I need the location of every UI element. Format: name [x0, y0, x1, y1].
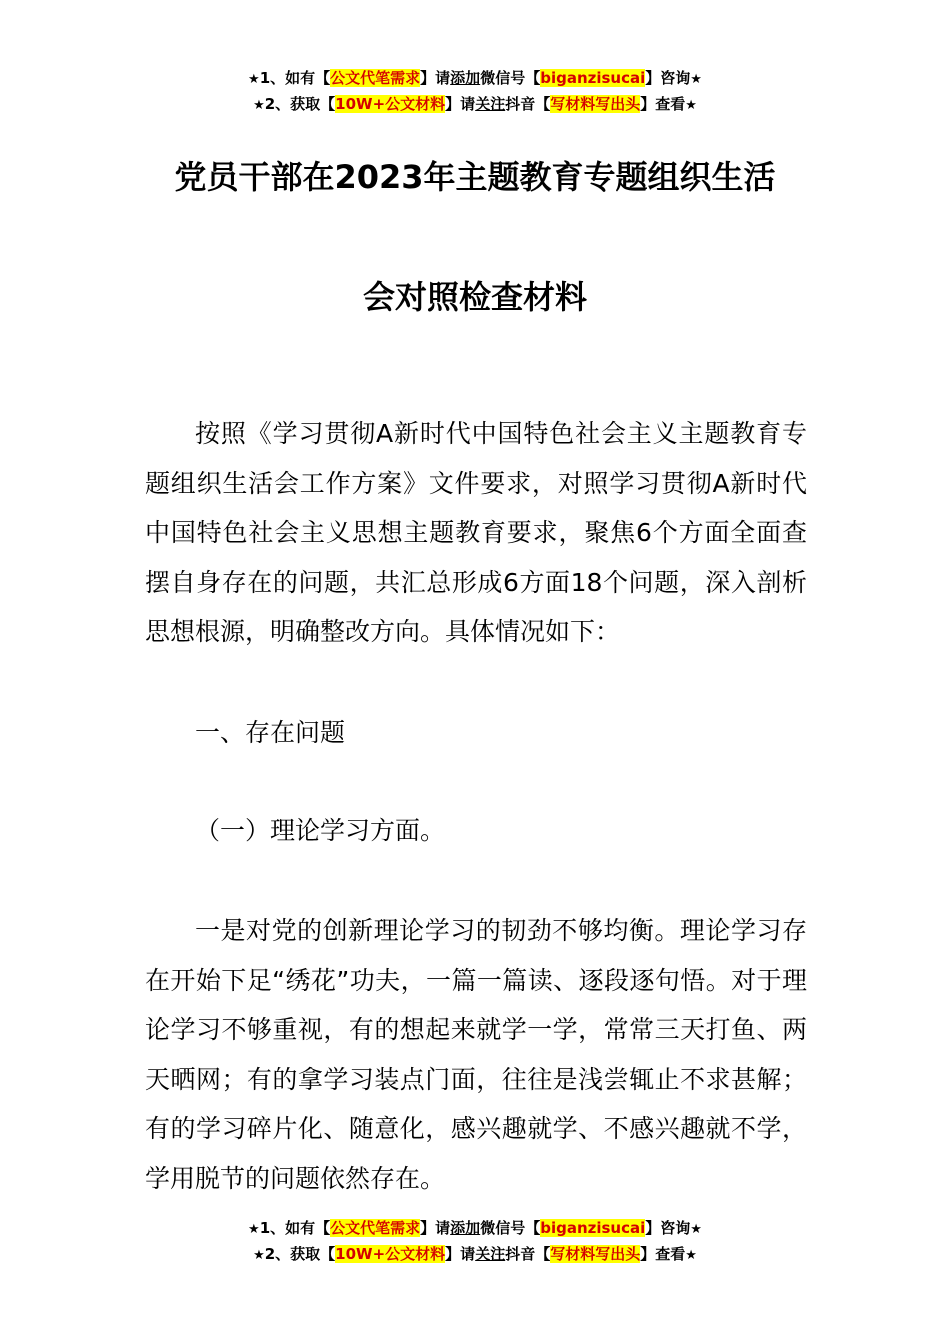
- banner-text: 】请: [445, 95, 476, 113]
- banner-line-2: [0, 92, 950, 118]
- banner-text: 】咨询: [645, 69, 691, 87]
- banner-text: 】查看: [640, 1245, 686, 1263]
- star-icon: ★: [248, 1222, 260, 1237]
- banner-line-2: [0, 1242, 950, 1268]
- header-banner: [0, 66, 950, 118]
- document-title-line-2: 会对照检查材料: [362, 278, 587, 316]
- banner-highlight: 公文代笔需求: [330, 1219, 421, 1237]
- banner-text: 2、获取【: [264, 95, 336, 113]
- star-icon: ★: [685, 98, 697, 113]
- banner-underlined-text: 关注: [475, 95, 506, 113]
- banner-highlight: 10W+公文材料: [335, 1245, 446, 1263]
- star-icon: ★: [253, 1248, 265, 1263]
- star-icon: ★: [248, 72, 260, 87]
- banner-highlight: 10W+公文材料: [335, 95, 446, 113]
- banner-text: 1、如有【: [259, 1219, 331, 1237]
- banner-text: 微信号【: [480, 69, 541, 87]
- banner-underlined-text: 添加: [450, 1219, 481, 1237]
- star-icon: ★: [690, 72, 702, 87]
- banner-line-1: [0, 1216, 950, 1242]
- banner-highlight: 公文代笔需求: [330, 69, 421, 87]
- document-title-line-1: 党员干部在2023年主题教育专题组织生活: [174, 158, 776, 196]
- banner-underlined-text: 关注: [475, 1245, 506, 1263]
- banner-text: 抖音【: [505, 1245, 551, 1263]
- banner-highlight-douyin: 写材料写出头: [550, 1245, 641, 1263]
- footer-banner: [0, 1216, 950, 1268]
- banner-highlight-wechat-id: biganzisucai: [540, 1219, 646, 1237]
- intro-paragraph: 按照《学习贯彻A新时代中国特色社会主义主题教育专题组织生活会工作方案》文件要求，对照学习贯彻A新时代中国特色社会主义思想主题教育要求，聚焦6个方面全面查摆自身存在的问题，共汇总形成6方面18个问题，深入剖析思想根源，明确整改方向。具体情况如下：: [145, 419, 807, 646]
- banner-text: 】咨询: [645, 1219, 691, 1237]
- banner-highlight-douyin: 写材料写出头: [550, 95, 641, 113]
- banner-underlined-text: 添加: [450, 69, 481, 87]
- body-paragraph: 一是对党的创新理论学习的韧劲不够均衡。理论学习存在开始下足“绣花”功夫，一篇一篇读、逐段逐句悟。对于理论学习不够重视，有的想起来就学一学，常常三天打鱼、两天晒网；有的拿学习装点门面，往往是浅尝辄止不求甚解；有的学习碎片化、随意化，感兴趣就学、不感兴趣就不学，学用脱节的问题依然存在。: [145, 916, 807, 1193]
- star-icon: ★: [690, 1222, 702, 1237]
- section-heading: 一、存在问题: [195, 718, 346, 747]
- star-icon: ★: [253, 98, 265, 113]
- banner-highlight-wechat-id: biganzisucai: [540, 69, 646, 87]
- subsection-heading: （一）理论学习方面。: [195, 816, 446, 845]
- banner-text: 抖音【: [505, 95, 551, 113]
- banner-text: 2、获取【: [264, 1245, 336, 1263]
- banner-text: 】请: [445, 1245, 476, 1263]
- banner-text: 】查看: [640, 95, 686, 113]
- banner-text: 1、如有【: [259, 69, 331, 87]
- star-icon: ★: [685, 1248, 697, 1263]
- banner-text: 】请: [420, 1219, 451, 1237]
- banner-text: 】请: [420, 69, 451, 87]
- banner-line-1: [0, 66, 950, 92]
- banner-text: 微信号【: [480, 1219, 541, 1237]
